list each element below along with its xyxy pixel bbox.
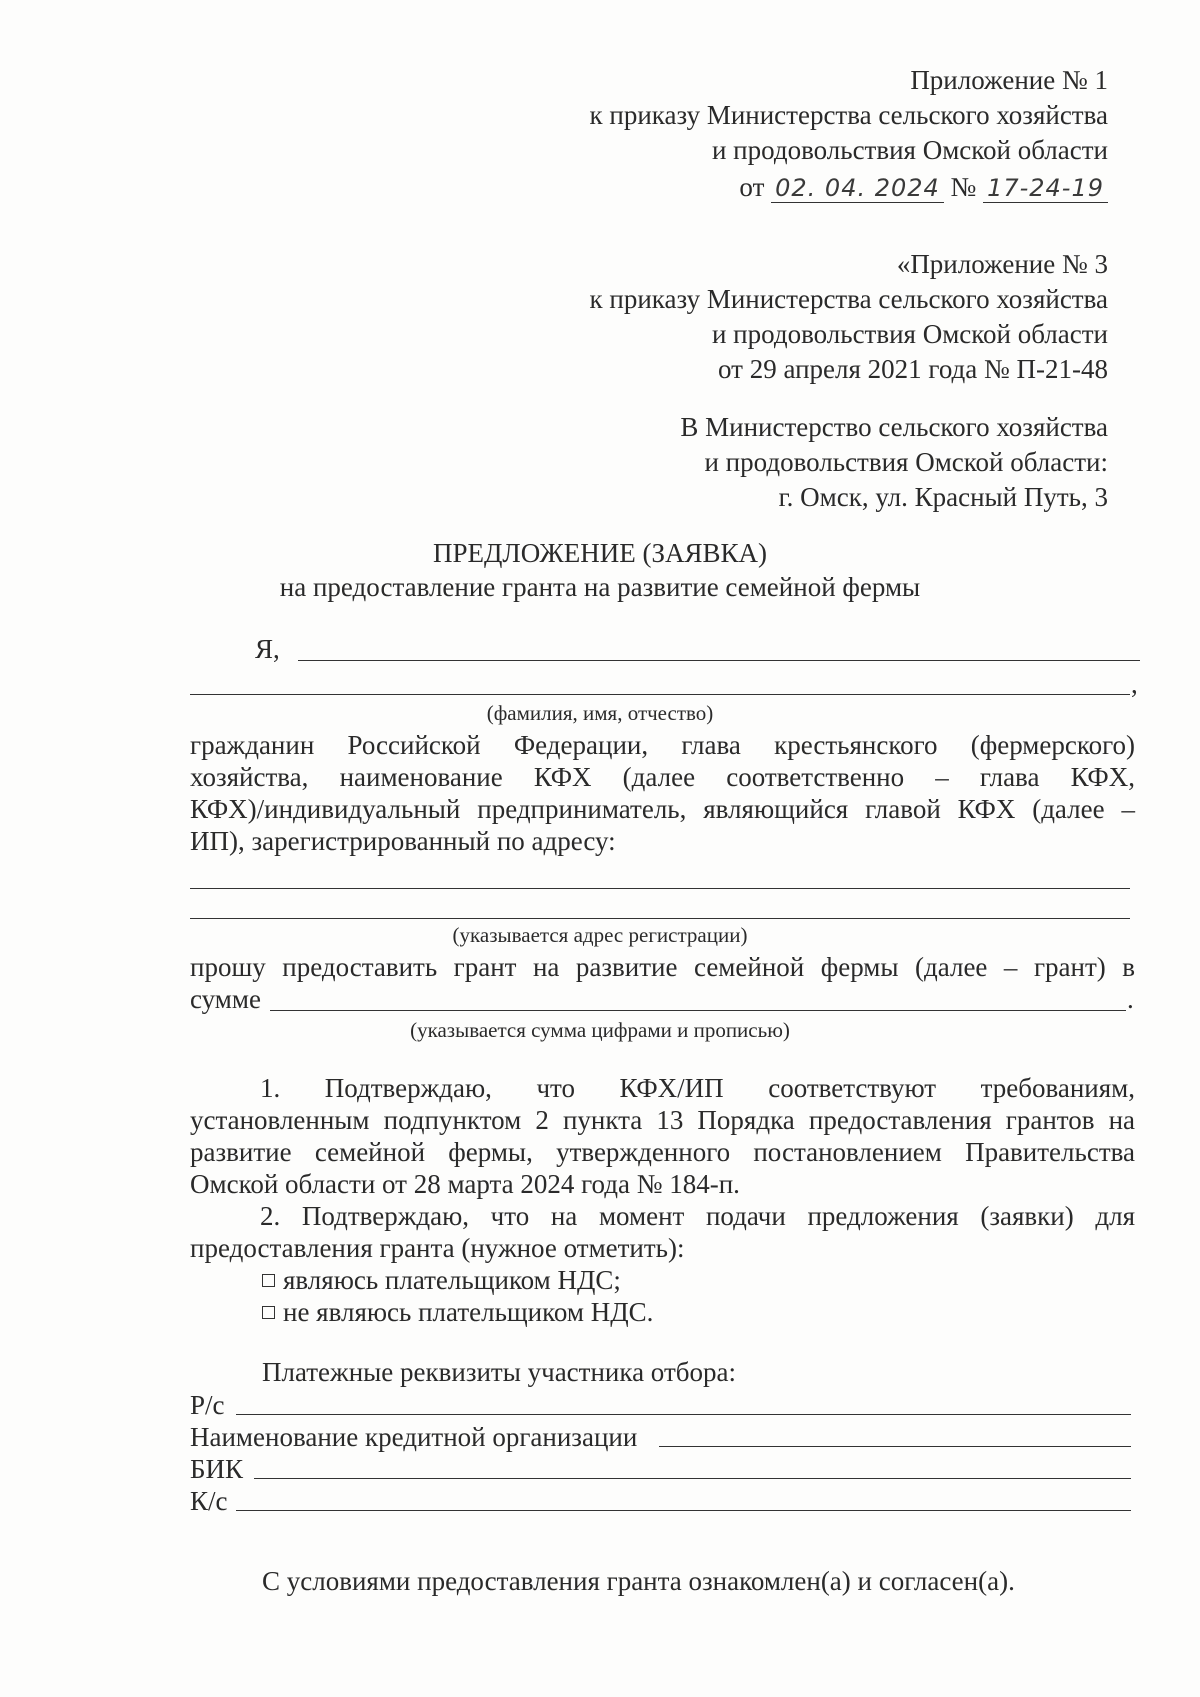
sum-line-period: . (1127, 984, 1134, 1014)
rs-field-line[interactable] (236, 1414, 1131, 1415)
addressee-line-2: и продовольствия Омской области: (704, 447, 1108, 477)
item-1-line-4: Омской области от 28 марта 2024 года № 184-п. (190, 1169, 740, 1199)
appendix-3-title: «Приложение № 3 (896, 249, 1108, 279)
appendix-1-date-line (590, 170, 1108, 205)
item-1-line-3: развитие семейной фермы, утвержденного постановлением Правительства (190, 1137, 1135, 1167)
item-1 (190, 1072, 1135, 1200)
addressee-line-1: В Министерство сельского хозяйства (680, 412, 1108, 442)
appendix-3-ministry-line: и продовольствия Омской области (711, 319, 1108, 349)
item-2-line-2: предоставления гранта (нужное отметить): (190, 1233, 685, 1263)
appendix-3-header (590, 247, 1108, 387)
handwritten-date: 02. 04. 2024 (771, 174, 944, 203)
vat-non-payer-checkbox[interactable] (262, 1306, 275, 1319)
addressee-block (680, 410, 1108, 515)
ks-field-line[interactable] (236, 1510, 1131, 1511)
date-prefix: от (739, 172, 765, 202)
applicant-text-line-3: КФХ)/индивидуальный предприниматель, являющийся главой КФХ (далее – (190, 794, 1135, 824)
address-field-line-1[interactable] (190, 888, 1130, 889)
bank-label: Наименование кредитной организации (190, 1422, 638, 1452)
request-text-line-1: прошу предоставить грант на развитие семейной фермы (далее – грант) в (190, 952, 1135, 982)
bik-label: БИК (190, 1454, 244, 1484)
applicant-description (190, 729, 1135, 857)
appendix-3-date-line: от 29 апреля 2021 года № П-21-48 (718, 354, 1108, 384)
applicant-prefix: Я, (255, 634, 280, 664)
request-text (190, 951, 1135, 983)
sum-label: сумме (190, 984, 261, 1014)
name-caption: (фамилия, имя, отчество) (486, 701, 714, 725)
payment-heading: Платежные реквизиты участника отбора: (262, 1357, 736, 1387)
vat-option-non-payer[interactable] (262, 1296, 653, 1328)
appendix-1-header (590, 63, 1108, 205)
applicant-text-line-2: хозяйства, наименование КФХ (далее соответственно – глава КФХ, (190, 762, 1135, 792)
rs-label: Р/с (190, 1390, 225, 1420)
applicant-text-line-4: ИП), зарегистрированный по адресу: (190, 826, 616, 856)
applicant-text-line-1: гражданин Российской Федерации, глава крестьянского (фермерского) (190, 730, 1135, 760)
bank-field-line[interactable] (659, 1446, 1131, 1447)
document-subtitle: на предоставление гранта на развитие семейной фермы (279, 572, 921, 602)
vat-option-payer[interactable] (262, 1264, 621, 1296)
name-field-line-1[interactable] (298, 660, 1140, 661)
vat-payer-label: являюсь плательщиком НДС; (283, 1265, 621, 1295)
address-field-line-2[interactable] (190, 918, 1130, 919)
ks-label: К/с (190, 1486, 228, 1516)
appendix-1-ministry-line: и продовольствия Омской области (711, 135, 1108, 165)
vat-non-payer-label: не являюсь плательщиком НДС. (283, 1297, 654, 1327)
item-1-line-2: установленным подпунктом 2 пункта 13 Порядка предоставления грантов на (190, 1105, 1135, 1135)
appendix-1-title: Приложение № 1 (910, 65, 1108, 95)
address-caption: (указывается адрес регистрации) (452, 923, 748, 947)
sum-field-line[interactable] (270, 1010, 1126, 1011)
name-field-line-2[interactable] (190, 694, 1130, 695)
appendix-1-order-line: к приказу Министерства сельского хозяйства (589, 100, 1108, 130)
sum-caption: (указывается сумма цифрами и прописью) (410, 1018, 790, 1042)
item-1-line-1: 1. Подтверждаю, что КФХ/ИП соответствуют требованиям, (260, 1073, 1135, 1103)
appendix-3-order-line: к приказу Министерства сельского хозяйства (589, 284, 1108, 314)
addressee-line-3: г. Омск, ул. Красный Путь, 3 (778, 482, 1108, 512)
item-2-line-1: 2. Подтверждаю, что на момент подачи предложения (заявки) для (260, 1201, 1135, 1231)
number-prefix: № (950, 172, 977, 202)
item-2 (190, 1200, 1135, 1264)
agreement-statement: С условиями предоставления гранта ознакомлен(а) и согласен(а). (262, 1566, 1015, 1596)
document-title: ПРЕДЛОЖЕНИЕ (ЗАЯВКА) (432, 538, 768, 568)
bik-field-line[interactable] (254, 1478, 1131, 1479)
name-line-comma: , (1131, 669, 1138, 699)
handwritten-number: 17-24-19 (983, 174, 1108, 203)
vat-payer-checkbox[interactable] (262, 1274, 275, 1287)
